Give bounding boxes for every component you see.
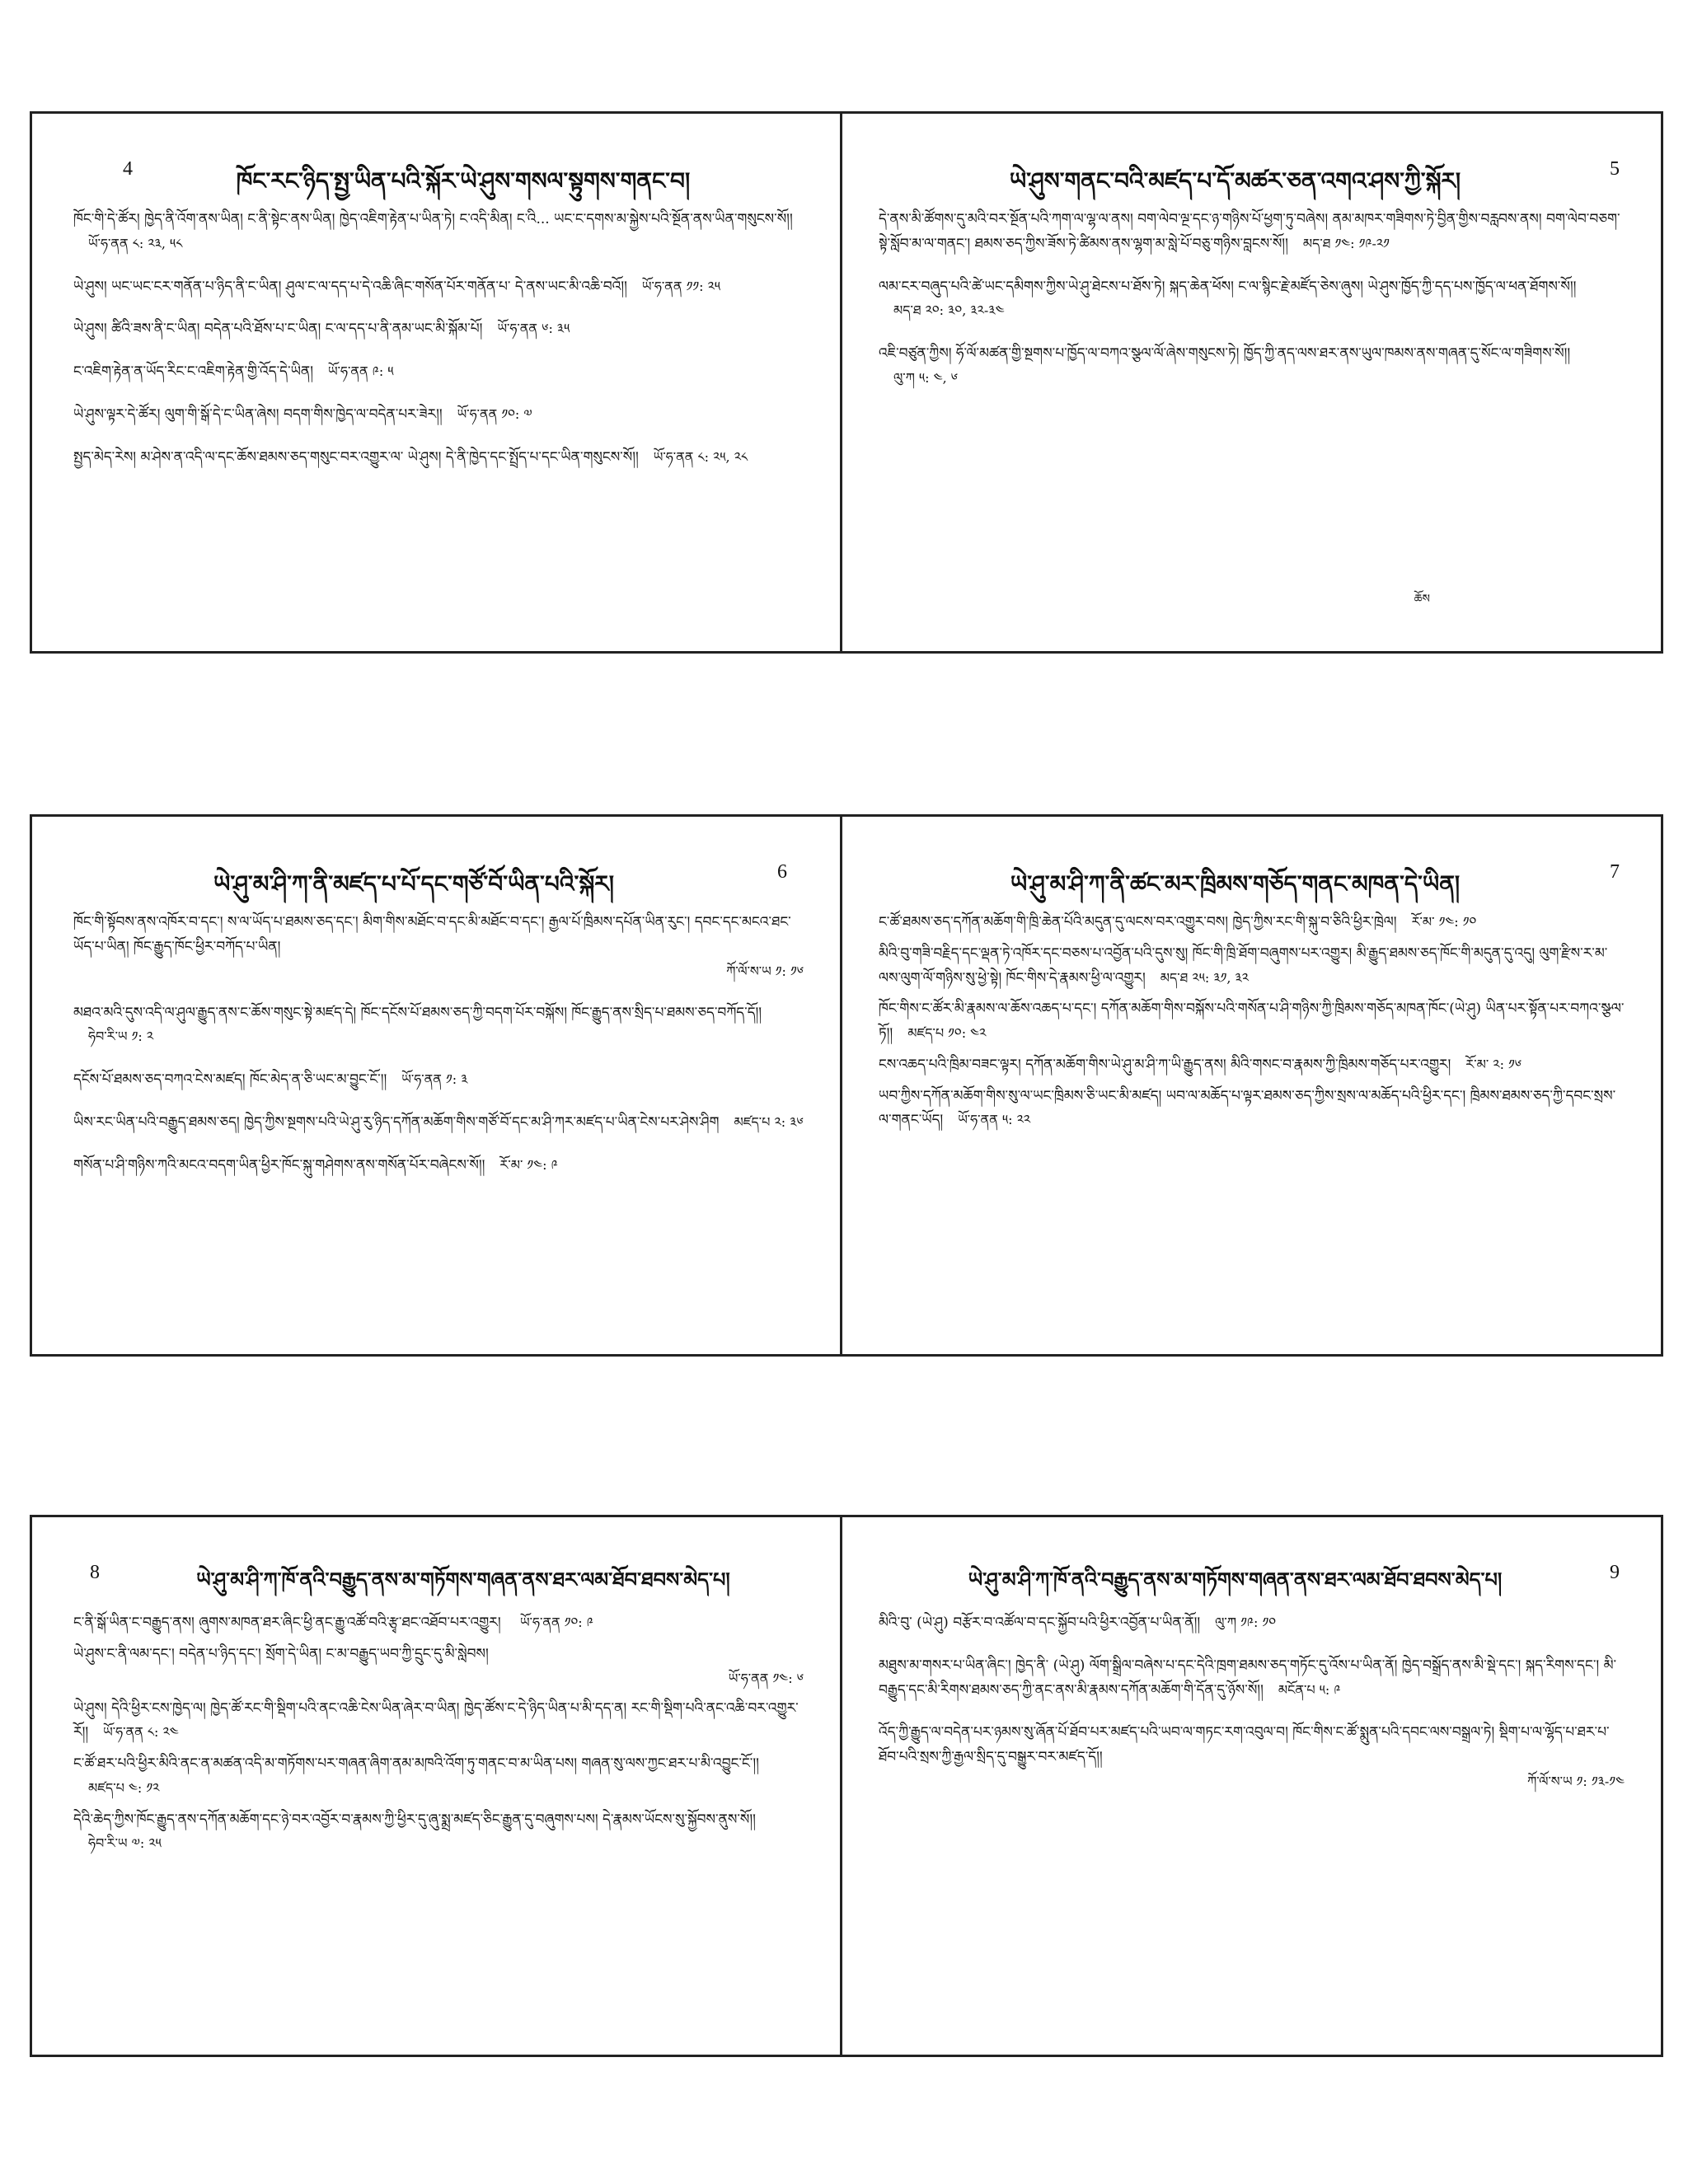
handwritten-mark: ཆོས — [1414, 593, 1430, 606]
verse-reference: མད་ཐ ༢༠: ༣༠, ༣༢-༣༤ — [893, 302, 1005, 319]
verse-quote — [73, 360, 804, 385]
verse-quote — [879, 1085, 1625, 1134]
verse-reference: ཡོ་ཧ་ནན ༦: ༣༥ — [497, 321, 570, 337]
verse-text: མིའི་བུ་གཟི་བརྗིད་དང་ལྡན་ཏེ་འཁོར་དང་བཅས་པ་འབྱོན་པའི་དུས་སུ། ཁོང་གི་ཁྲི་ཐོག་བཞུགས་པར་འགྱུར། མི་རྒྱུད་ཐམས་ཅད་ཁོང་གི་མདུན་དུ་འདུ། ལུག་རྫིས་ར་མ་ལས་ལུག་ལོ་གཉིས་སུ་ཕྱེ་སྟེ། ཁོང་གིས་དེ་རྣམས་ཕྱི་ལ་འགྱུར། — [879, 944, 1608, 987]
page-title: ཡེ་ཤུ་མ་ཤི་ཀ་ནི་མཛད་པ་པོ་དང་གཙོ་བོ་ཡིན་པའི་སྐོར། — [213, 870, 614, 898]
page-number: 5 — [1610, 158, 1620, 180]
page-7 — [842, 817, 1661, 1354]
page-title: ཡེ་ཤུས་གནང་བའི་མཛད་པ་དོ་མཚར་ཅན་འགའ་ཤས་ཀྱི་སྐོར། — [1009, 167, 1461, 194]
verse-quote — [879, 1721, 1625, 1793]
verse-quote — [73, 1611, 804, 1636]
verse-quote — [73, 1154, 804, 1179]
verse-text: ཡེ་ཤུས་ང་ནི་ལམ་དང་། བདེན་པ་ཉིད་དང་། སྲོག་དེ་ཡིན། ང་མ་བརྒྱུད་ཡབ་ཀྱི་དྲུང་དུ་མི་སླེབས། — [73, 1645, 489, 1662]
page-header — [73, 1558, 804, 1600]
verse-reference: ཡོ་ཧ་ནན ༡༠: ༩ — [520, 1615, 593, 1630]
verse-quote — [73, 1001, 804, 1051]
page-5 — [842, 114, 1661, 651]
verse-reference: ལུ་ཀ ༥: ༤, ༦ — [893, 369, 959, 386]
sheet-pages-4-5 — [30, 111, 1663, 654]
verse-text: མཐའ་མའི་དུས་འདི་ལ་ཤུལ་རྒྱུད་ནས་ང་ཆོས་གསུང་སྟེ་མཛད་དེ། ཁོང་དངོས་པོ་ཐམས་ཅད་ཀྱི་བདག་པོར་བསྐོས། ཁོང་རྒྱུད་ནས་སྲིད་པ་ཐམས་ཅད་བཀོད་དོ།། — [73, 1004, 762, 1021]
verse-reference: མཛད་པ ༤: ༡༢ — [88, 1779, 160, 1796]
page-4 — [32, 114, 840, 651]
verse-text: མཐུས་མ་གསར་པ་ཡིན་ཞིང་། ཁྱེད་ནི་ (ཡེ་ཤུ) ལོག་སྒྲིལ་བཞེས་པ་དང་དེའི་ཁྲག་ཐམས་ཅད་གཏོང་དུ་འོས་པ་ཡིན་ནོ། ཁྱེད་བསྒྲོད་ནས་མི་སྡེ་དང་། སྐད་རིགས་དང་། མི་བརྒྱུད་དང་མི་རིགས་ཐམས་ཅད་ཀྱི་ནང་ནས་མི་རྣམས་དཀོན་མཆོག་གི་དོན་དུ་ཉོས་སོ།། — [879, 1657, 1617, 1699]
verse-text: གསོན་པ་ཤི་གཉིས་ཀའི་མངའ་བདག་ཡིན་ཕྱིར་ཁོང་སྐུ་གཤེགས་ནས་གསོན་པོར་བཞེངས་སོ།། — [73, 1156, 485, 1174]
verse-reference: ཡོ་ཧ་ནན ༡༤: ༦ — [728, 1670, 804, 1686]
page-8 — [32, 1517, 840, 2055]
verse-text: ཡབ་ཀྱིས་དཀོན་མཆོག་གིས་སུ་ལ་ཡང་ཁྲིམས་ཅི་ཡང་མི་མཛད། ཡབ་ལ་མཆོད་པ་ལྟར་ཐམས་ཅད་ཀྱིས་སྲས་ལ་མཆོད་པའི་ཕྱིར་དང་། ཁྲིམས་ཐམས་ཅད་ཀྱི་དབང་སྲས་ལ་གནང་ཡོད། — [879, 1087, 1616, 1129]
verse-quote — [879, 1654, 1625, 1704]
verse-text: ཡེ་ཤུས། དེའི་ཕྱིར་ངས་ཁྱེད་ལ། ཁྱེད་ཚོ་རང་གི་སྡིག་པའི་ནང་འཆི་ངེས་ཡིན་ཞེར་བ་ཡིན། ཁྱེད་ཚོས་ང་དེ་ཉིད་ཡིན་པ་མི་དད་ན། རང་གི་སྡིག་པའི་ནང་འཆི་བར་འགྱུར་རོ།། — [73, 1699, 799, 1741]
verse-text: ང་ནི་སྒོ་ཡིན་ང་བརྒྱུད་ནས། ཞུགས་མཁན་ཐར་ཞིང་ཕྱི་ནང་རྒྱུ་འཚོ་བའི་རྩྭ་ཐང་འཐོབ་པར་འགྱུར། — [73, 1615, 506, 1631]
verse-text: ཡིས་རང་ཡིན་པའི་བརྒྱུད་ཐམས་ཅད། ཁྱེད་ཀྱིས་སྔགས་པའི་ཡེ་ཤུ་རུ་ཉིད་དཀོན་མཆོག་གིས་གཙོ་བོ་དང་མ་ཤི་ཀར་མཛད་པ་ཡིན་ངེས་པར་ཤེས་ཤིག — [73, 1113, 720, 1131]
verse-quote — [879, 1611, 1625, 1636]
verse-text: ཁོང་གི་དེ་ཚོར། ཁྱེད་ནི་འོག་ནས་ཡིན། ང་ནི་སྟེང་ནས་ཡིན། ཁྱེད་འཇིག་རྟེན་པ་ཡིན་ཏེ། ང་འདི་མིན། ང་འི... ཡང་ང་དགས་མ་སྐྱེས་པའི་སྔོན་ནས་ཡིན་གསུངས་སོ།། — [73, 211, 793, 227]
verse-quote — [73, 317, 804, 342]
verse-text: ཡེ་ཤུས། ཚིའི་ཟས་ནི་ང་ཡིན། བདེན་པའི་ཐོས་པ་ང་ཡིན། ང་ལ་དད་པ་ནི་ནམ་ཡང་མི་སྐོམ་པོ། — [73, 321, 483, 338]
verse-reference: ཀོ་ལོ་ས་ཡ ༡: ༡༦ — [726, 963, 804, 979]
verse-reference: ཡོ་ཧ་ནན ༩: ༥ — [328, 363, 394, 379]
verse-quote — [879, 997, 1625, 1047]
verse-quote — [73, 1752, 804, 1802]
page-title: ཡེ་ཤུ་མ་ཤི་ཀ་ནི་ཚང་མར་ཁྲིམས་གཅོད་གནང་མཁན་དེ་ཡིན། — [1010, 870, 1461, 898]
verse-reference: ཡོ་ཧ་ནན ༡༡: ༢༥ — [641, 278, 721, 294]
page-number: 9 — [1610, 1562, 1620, 1583]
verse-reference: ཡོ་ཧ་ནན ༨: ༢༤ — [103, 1724, 179, 1741]
sheet-pages-8-9 — [30, 1515, 1663, 2057]
verse-reference: ལུ་ཀ ༡༩: ༡༠ — [1215, 1615, 1276, 1630]
verse-text: ཁོང་གི་སྟོབས་ནས་འཁོར་བ་དང་། ས་ལ་ཡོད་པ་ཐམས་ཅད་དང་། མིག་གིས་མཐོང་བ་དང་མི་མཐོང་བ་དང་། རྒྱལ་པོ་ཁྲིམས་དཔོན་ཡིན་རུང་། དབང་དང་མངའ་ཐང་ཡོད་པ་ཡིན། ཁོང་རྒྱུད་ཁོང་ཕྱིར་བཀོད་པ་ཡིན། — [73, 914, 791, 955]
page-header — [879, 858, 1625, 899]
page-title: ཡེ་ཤུ་མ་ཤི་ཀ་ཁོ་ནའི་བརྒྱུད་ནས་མ་གཏོགས་གཞན་ནས་ཐར་ལམ་ཐོབ་ཐབས་མེད་པ། — [968, 1568, 1503, 1591]
verse-reference: རོ་མ་ ༡༤: ༩ — [499, 1156, 558, 1173]
verse-reference: ཧེབ་རི་ཡ ༡: ༢ — [88, 1029, 154, 1045]
verse-text: དེ་ནས་མི་ཚོགས་དུ་མའི་བར་སྔོན་པའི་ཀག་ལ་ལྷ་ལ་ནས། བག་ལེབ་ལྔ་དང་ཉ་གཉིས་པོ་ཕྱག་ཏུ་བཞེས། ནམ་མཁར་གཟིགས་ཏེ་བྱིན་གྱིས་བརླབས་ནས། བག་ལེབ་བཅག་སྟེ་སློབ་མ་ལ་གནང་། ཐམས་ཅད་ཀྱིས་ཟོས་ཏེ་ཚིམས་ནས་ལྷག་མ་སླེ་པོ་བཅུ་གཉིས་བླངས་སོ།། — [879, 211, 1620, 252]
verse-reference: ཀོ་ལོ་ས་ཡ ༡: ༡༣-༡༤ — [1527, 1773, 1625, 1789]
verse-reference: རོ་མ་ ༢: ༡༦ — [1465, 1056, 1522, 1072]
sheet-pages-6-7 — [30, 814, 1663, 1357]
verse-quote — [73, 1643, 804, 1690]
verse-quote — [73, 275, 804, 300]
page-header — [879, 1558, 1625, 1600]
page-title: ཁོང་རང་ཉིད་སྤྱ་ཡིན་པའི་སྐོར་ཡེ་ཤུས་གསལ་སྟུགས་གནང་བ། — [236, 167, 691, 194]
verse-text: ངས་འཆད་པའི་ཁྲིམ་བཟང་ལྟར། དཀོན་མཆོག་གིས་ཡེ་ཤུ་མ་ཤི་ཀ་ཡི་རྒྱུད་ནས། མིའི་གསང་བ་རྣམས་ཀྱི་ཁྲིམས་གཅོད་པར་འགྱུར། — [879, 1056, 1451, 1073]
page-header — [73, 155, 804, 196]
verse-reference: མཛད་པ ༡༠: ༤༢ — [907, 1025, 987, 1041]
verse-text: ང་ཚོ་ཐར་པའི་ཕྱིར་མིའི་ནང་ན་མཚན་འདི་མ་གཏོགས་པར་གཞན་ཞིག་ནམ་མཁའི་འོག་ཏུ་གནང་བ་མ་ཡིན་པས། གཞན་སུ་ལས་ཀྱང་ཐར་པ་མི་འབྱུང་ངོ་།། — [73, 1755, 759, 1772]
page-number: 6 — [777, 861, 787, 883]
page-6 — [32, 817, 840, 1354]
verse-text: དངོས་པོ་ཐམས་ཅད་བཀའ་ངེས་མཛད། ཁོང་མེད་ན་ཅི་ཡང་མ་བྱུང་ངོ་།། — [73, 1071, 387, 1088]
page-title: ཡེ་ཤུ་མ་ཤི་ཀ་ཁོ་ནའི་བརྒྱུད་ནས་མ་གཏོགས་གཞན་ནས་ཐར་ལམ་ཐོབ་ཐབས་མེད་པ། — [196, 1568, 730, 1591]
verse-quote — [879, 942, 1625, 991]
verse-text: ལམ་ངར་བཞུད་པའི་ཚེ་ཡང་དམིགས་ཀྱིས་ཡེ་ཤུ་ཐེངས་པ་ཐོས་ཏེ། སྐད་ཆེན་ཕོས། ང་ལ་སྙིང་རྗེ་མཛོད་ཅེས་ཞུས། ཡེ་ཤུས་ཁྱོད་ཀྱི་དད་པས་ཁྱོད་ལ་ཕན་ཐོགས་སོ།། — [879, 278, 1577, 295]
verse-reference: ཡོ་ཧ་ནན ༨: ༢༣, ༥༨ — [88, 235, 183, 251]
verse-reference: ཡོ་ཧ་ནན ༥: ༢༢ — [958, 1112, 1031, 1128]
page-9 — [842, 1517, 1661, 2055]
verse-quote — [879, 342, 1625, 391]
page-number: 4 — [123, 158, 133, 180]
verse-reference: མཛད་པ ༢: ༣༦ — [734, 1113, 804, 1130]
page-header — [73, 858, 804, 899]
verse-text: འཇི་བཙུན་ཀྱིས། ཧོ་ལོ་མཚན་གྱི་སྔགས་པ་ཁྱོད་ལ་བཀའ་སྩལ་ལོ་ཞེས་གསུངས་ཏེ། ཁྱོད་ཀྱི་ནད་ལས་ཐར་ནས་ཡུལ་ཁམས་ནས་གཞན་དུ་སོང་ལ་གཟིགས་སོ།། — [879, 345, 1571, 362]
verse-text: འོད་ཀྱི་རྒྱུད་ལ་བདེན་པར་ཉམས་སུ་ཞོན་པོ་ཐོབ་པར་མཛད་པའི་ཡབ་ལ་གཏང་རག་འབུལ་བ། ཁོང་གིས་ང་ཚོ་སྨུན་པའི་དབང་ལས་བསྒྲལ་ཏེ། སྡིག་པ་ལ་ལྷོད་པ་ཐར་པ་ཐོབ་པའི་སྲས་ཀྱི་རྒྱལ་སྲིད་དུ་བསྒྱུར་བར་མཛད་དོ།། — [879, 1724, 1610, 1765]
page-number: 8 — [90, 1562, 100, 1583]
verse-text: ཡེ་ཤུས་ལྟར་དེ་ཚོར། ལུག་གི་སྒོ་དེ་ང་ཡིན་ཞེས། བདག་གིས་ཁྱེད་ལ་བདེན་པར་ཟེར།། — [73, 405, 443, 423]
verse-text: ཡེ་ཤུས། ཡང་ཡང་ངར་གནོན་པ་ཉིད་ནི་ང་ཡིན། ཤུལ་ང་ལ་དད་པ་དེ་འཆི་ཞིང་གསོན་པོར་གནོན་པ་ དེ་ནས་ཡང་མི་འཆི་བའོ།། — [73, 278, 627, 295]
verse-text: དེའི་ཆེད་ཀྱིས་ཁོང་རྒྱུད་ནས་དཀོན་མཆོག་དང་ཉེ་བར་འབྱོར་བ་རྣམས་ཀྱི་ཕྱིར་དུ་ཞུ་སྨྲ་མཛད་ཅིང་རྒྱུན་དུ་བཞུགས་པས། དེ་རྣམས་ཡོངས་སུ་སྐྱོབས་ནུས་སོ།། — [73, 1811, 756, 1828]
verse-text: ང་འཇིག་རྟེན་ན་ཡོད་རིང་ང་འཇིག་རྟེན་གྱི་འོད་དེ་ཡིན། — [73, 363, 314, 380]
verse-text: མིའི་བུ་ (ཡེ་ཤུ) བརྩོར་བ་འཚོལ་བ་དང་སྐྱོབ་པའི་ཕྱིར་འབྱོན་པ་ཡིན་ནོ།། — [879, 1615, 1201, 1631]
verse-reference: ཧེབ་རི་ཡ ༧: ༢༥ — [88, 1835, 162, 1852]
verse-text: ཁོང་གིས་ང་ཚོར་མི་རྣམས་ལ་ཆོས་འཆད་པ་དང་། དཀོན་མཆོག་གིས་བསྐོས་པའི་གསོན་པ་ཤི་གཉིས་ཀྱི་ཁྲིམས་གཅོད་མཁན་ཁོང་(ཡེ་ཤུ) ཡིན་པར་སྟོན་པར་བཀའ་སྩལ་ཏོ།། — [879, 1001, 1625, 1042]
page-header — [879, 155, 1625, 196]
verse-reference: ཡོ་ཧ་ནན ༡: ༣ — [401, 1071, 468, 1087]
verse-quote — [73, 446, 804, 471]
verse-text: སྤྱད་མེད་རེས། མ་ཤེས་ན་འདི་ལ་དང་ཆོས་ཐམས་ཅད་གསུང་བར་འགྱུར་ལ་ ཡེ་ཤུས། དེ་ནི་ཁྱེད་དང་སྤྲོད་པ་དང་ཡིན་གསུངས་སོ།། — [73, 448, 639, 466]
verse-reference: ཡོ་ཧ་ནན ༡༠: ༧ — [457, 405, 532, 422]
verse-quote — [879, 275, 1625, 325]
verse-reference: མད་ཐ ༢༥: ༣༡, ༣༢ — [1160, 969, 1250, 986]
verse-reference: མངོན་པ ༥: ༩ — [1278, 1681, 1341, 1698]
verse-reference: རོ་མ་ ༡༤: ༡༠ — [1411, 914, 1477, 930]
verse-reference: ཡོ་ཧ་ནན ༨: ༢༥, ༢༨ — [653, 448, 748, 465]
verse-quote — [73, 1068, 804, 1093]
verse-quote — [73, 403, 804, 428]
verse-quote — [879, 1053, 1625, 1078]
verse-reference: མད་ཐ ༡༤: ༡༩-༢༡ — [1302, 235, 1390, 251]
page-number: 7 — [1610, 861, 1620, 883]
verse-quote — [73, 1808, 804, 1858]
verse-quote — [73, 1697, 804, 1746]
verse-quote — [73, 1111, 804, 1136]
verse-text: ང་ཚོ་ཐམས་ཅད་དཀོན་མཆོག་གི་ཁྲི་ཆེན་པོའི་མདུན་དུ་ལངས་བར་འགྱུར་བས། ཁྱེད་ཀྱིས་རང་གི་སྐུ་བ་ཅིའི་ཕྱིར་ཁྲེལ། — [879, 914, 1397, 930]
